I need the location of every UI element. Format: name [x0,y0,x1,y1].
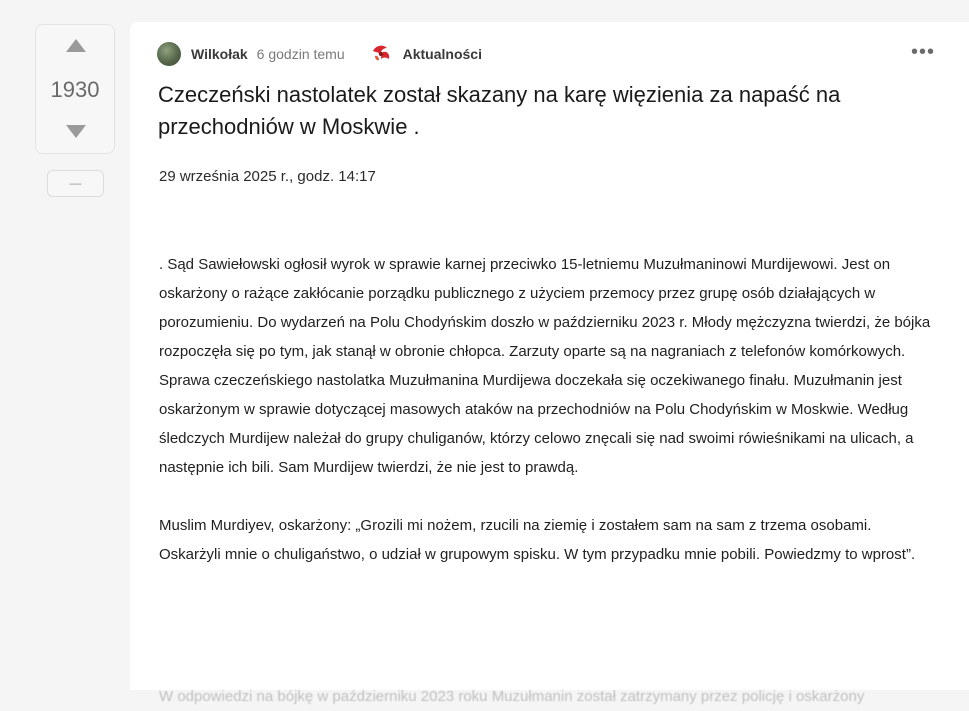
body-paragraph: Sprawa czeczeńskiego nastolatka Muzułmanina Murdijewa doczekała się oczekiwanego finału. Muzułmanin jest oskarżonym w sprawie dotyczącej masowych ataków na przechodniów na Polu Chodyńskim w Moskwie. Według śledczych Murdijew należał do grupy chuliganów, którzy celowo znęcali się nad swoimi rówieśnikami na ulicach, a następnie ich bili. Sam Murdijew twierdzi, że nie jest to prawdą. [159,372,914,476]
vote-panel [35,24,115,154]
body-paragraph: Muslim Murdiyev, oskarżony: „Grozili mi nożem, rzucili na ziemię i zostałem sam na sam z trzema osobami. Oskarżyli mnie o chuligaństwo, o udział w grupowym spisku. W tym przypadku mnie pobili. Powiedzmy to wprost”. [159,517,916,563]
post-time: 6 godzin temu [256,46,345,62]
cut-off-text: W odpowiedzi na bójkę w październiku 2023 roku Muzułmanin został zatrzymany przez policję i oskarżony [159,688,865,705]
body-paragraph: . Sąd Sawiełowski ogłosił wyrok w sprawie karnej przeciwko 15-letniemu Muzułmaninowi Murdijewowi. Jest on oskarżony o rażące zakłócanie porządku publicznego z użyciem przemocy przez grupę osób działających w porozumieniu. Do wydarzeń na Polu Chodyńskim doszło w październiku 2023 r. Młody mężczyzna twierdzi, że bójka rozpoczęła się po tym, jak stanął w obronie chłopca. Zarzuty oparte są na nagraniach z telefonów komórkowych. [159,256,931,360]
post-body [159,250,934,569]
upvote-arrow-icon[interactable] [66,39,86,52]
post-title[interactable]: Czeczeński nastolatek został skazany na karę więzienia za napaść na przechodniów w Moskwie . [158,82,841,139]
vote-count: 1930 [50,77,100,102]
downvote-arrow-icon[interactable] [66,125,86,138]
category-icon[interactable] [369,42,393,66]
author-name[interactable]: Wilkołak [191,46,248,62]
post-card [130,22,969,705]
post-meta [157,41,482,67]
post-date: 29 września 2025 r., godz. 14:17 [159,168,376,185]
minus-button[interactable]: — [47,170,104,197]
author-avatar[interactable] [157,42,181,66]
category-link[interactable]: Aktualności [402,46,482,62]
more-options-icon[interactable]: ••• [910,41,935,63]
